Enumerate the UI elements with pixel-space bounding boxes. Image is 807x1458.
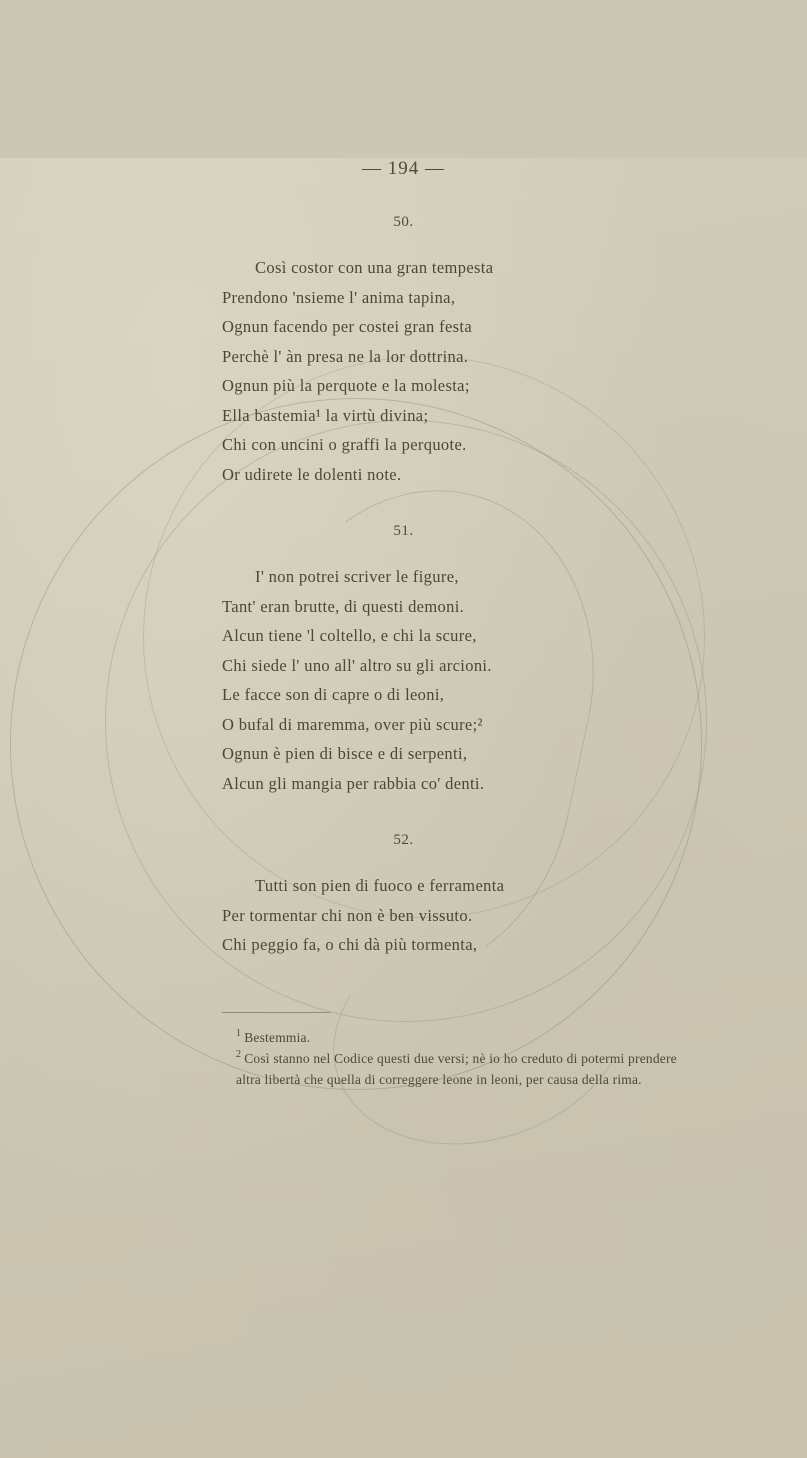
verse-line: Ognun è pien di bisce e di serpenti, (222, 744, 468, 763)
verse-line: Tant' eran brutte, di questi demoni. (222, 596, 465, 616)
verse-line: Perchè l' àn presa ne la lor dottrina. (222, 346, 469, 366)
document-page (0, 158, 807, 1458)
footnote-item (222, 1048, 689, 1090)
verse-line: Le facce son di capre o di leoni, (222, 685, 445, 704)
verse-line: Chi peggio fa, o chi dà più tormenta, (222, 935, 478, 954)
page-content (0, 158, 807, 1090)
verse-line: Ella bastemia¹ la virtù divina; (222, 405, 429, 425)
verse-line: Alcun gli mangia per rabbia co' denti. (222, 773, 485, 793)
page-number: — 194 — (362, 158, 445, 179)
verse-line: Così costor con una gran tempesta (255, 258, 494, 277)
stanza-block (0, 523, 807, 798)
footnote-section (222, 1027, 689, 1090)
footnote-marker: 2 (236, 1049, 242, 1060)
stanza-lines (222, 871, 807, 960)
verse-line: Ognun più la perquote e la molesta; (222, 376, 470, 395)
verse-line: I' non potrei scriver le figure, (255, 567, 459, 586)
footnote-item (222, 1027, 689, 1048)
stanza-block (0, 214, 807, 489)
verse-line: Prendono 'nsieme l' anima tapina, (222, 287, 456, 307)
verse-line: Chi siede l' uno all' altro su gli arcioni. (222, 655, 492, 675)
verse-line: Per tormentar chi non è ben vissuto. (222, 905, 473, 925)
verse-line: O bufal di maremma, over più scure;² (222, 714, 483, 734)
footnote-text: Così stanno nel Codice questi due versi; nè io ho creduto di potermi prendere altra libertà che quella di correggere leone in leoni, per causa della rima. (236, 1050, 677, 1087)
verse-line: Alcun tiene 'l coltello, e chi la scure, (222, 626, 477, 645)
verse-line: Ognun facendo per costei gran festa (222, 317, 473, 336)
footnote-separator (222, 1012, 330, 1013)
stanza-number: 51. (393, 523, 414, 539)
stanza-lines (222, 562, 807, 798)
stanza-block (0, 832, 807, 960)
stanza-number: 52. (393, 832, 414, 848)
footnote-marker: 1 (236, 1028, 242, 1039)
stanza-lines (222, 253, 807, 489)
verse-line: Tutti son pien di fuoco e ferramenta (255, 876, 505, 895)
verse-line: Or udirete le dolenti note. (222, 464, 402, 484)
footnote-text: Bestemmia. (244, 1029, 311, 1045)
verse-line: Chi con uncini o graffi la perquote. (222, 435, 467, 454)
stanza-number: 50. (393, 214, 414, 230)
